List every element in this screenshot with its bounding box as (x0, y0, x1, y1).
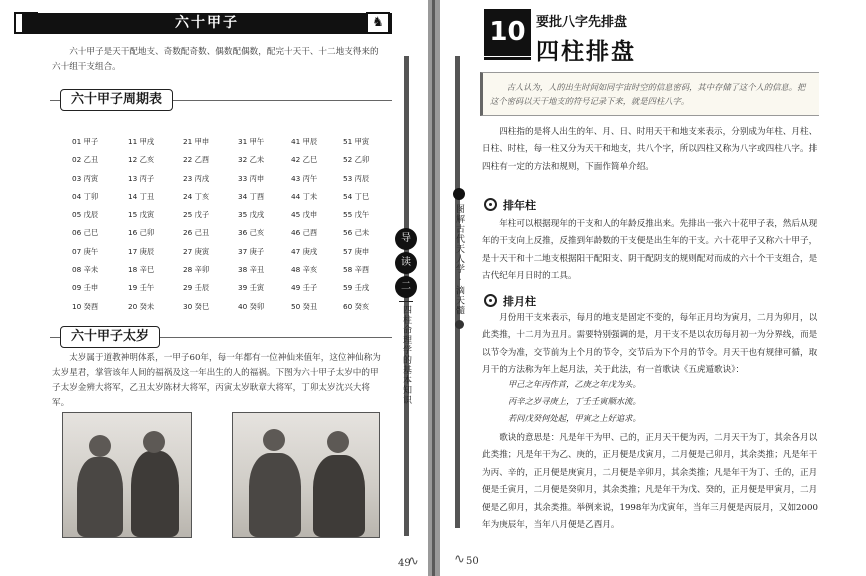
jiazi-cell: 46 己酉 (291, 228, 318, 238)
jiazi-cell: 06 己巳 (72, 228, 99, 238)
jiazi-cell: 57 庚申 (343, 246, 370, 256)
section-title: 六十甲子太岁 (60, 326, 160, 348)
jiazi-cell: 10 癸酉 (72, 301, 99, 311)
book-gutter (428, 0, 440, 576)
jiazi-cell: 22 乙酉 (183, 155, 210, 165)
jiazi-cell: 50 癸丑 (291, 301, 318, 311)
horse-emblem-icon: ♞ (366, 12, 390, 34)
intro-paragraph: 四柱指的是将人出生的年、月、日、时用天干和地支来表示，分别成为年柱、月柱、日柱、时柱，每一柱又分为天干和地支，共八个字，所以四柱又称为八字或四柱八字。排四柱有一定的方法和规则，下面作简单介绍。 (482, 127, 818, 172)
side-tab-circle: 读 (395, 252, 417, 274)
jiazi-cell: 45 戊申 (291, 210, 318, 220)
jiazi-column (128, 133, 180, 316)
jiazi-cell: 02 乙丑 (72, 155, 99, 165)
left-page (0, 0, 428, 576)
side-tab-label: 图解古代天人学 · 滴天髓 (454, 204, 464, 316)
side-tab-circle: 二 (395, 276, 417, 298)
jiazi-cell: 54 丁巳 (343, 191, 370, 201)
jiazi-column (291, 133, 343, 316)
jiazi-cell: 17 庚辰 (128, 246, 155, 256)
jiazi-cell: 18 辛巳 (128, 265, 155, 275)
flower-bullet-icon (484, 198, 497, 211)
jiazi-column (183, 133, 235, 316)
side-tab (394, 228, 418, 558)
side-tab-circle (455, 320, 464, 329)
section-heading: 排年柱 (484, 197, 536, 213)
jiazi-cell: 58 辛酉 (343, 265, 370, 275)
jiazi-cell: 15 戊寅 (128, 210, 155, 220)
swirl-ornament-icon: ∿ (408, 554, 419, 569)
jiazi-cell: 51 甲寅 (343, 137, 370, 146)
jiazi-cell: 52 乙卯 (343, 155, 370, 165)
taisui-paragraph: 太岁属于道教神明体系，一甲子60年，每一年都有一位神仙来值年，这位神仙称为太岁星君，掌管该年人间的福祸及这一年出生的人的福祸。下图为六十甲子太岁中的甲子太岁金辨大将军，乙丑太岁陈材大将军，丙寅太岁耿章大将军，丁卯太岁沈兴大将军。 (52, 353, 381, 408)
jiazi-cell: 14 丁丑 (128, 191, 155, 201)
jiazi-cell: 08 辛未 (72, 265, 99, 275)
taisui-illustration-1 (62, 412, 192, 538)
page-title: 六十甲子 (22, 13, 392, 34)
jiazi-cell: 24 丁亥 (183, 191, 210, 201)
jiazi-cell: 59 壬戌 (343, 283, 370, 293)
jiazi-cell: 40 癸卯 (238, 301, 265, 311)
explanation-paragraph: 歌诀的意思是：凡是年干为甲、己的，正月天干便为丙，二月天干为丁，其余各月以此类推；凡是年干为乙、庚的，正月便是戊寅月，二月便是己卯月，其余类推；凡是年干为丙、辛的，正月便是庚寅月，二月便是辛卯月，其余类推；凡是年干为丁、壬的，正月便是壬寅月，二月便是癸卯月，其余类推；凡是年干为戊、癸的，正月便是甲寅月，二月便是乙卯月，其余类推。举例来说，1998年为戊寅年，当年三月便是丙辰月，又如2000年为庚辰年，当年八月便是乙酉月。 (482, 433, 818, 531)
jiazi-cell: 28 辛卯 (183, 265, 210, 275)
jiazi-cell: 32 乙未 (238, 155, 265, 165)
jiazi-cell: 23 丙戌 (183, 173, 210, 183)
jiazi-cell: 19 壬午 (128, 283, 155, 293)
right-page (440, 0, 866, 576)
intro-paragraph: 六十甲子是天干配地支、奇数配奇数、偶数配偶数，配完十天干、十二地支得来的六十组干支组合。 (52, 47, 379, 72)
jiazi-cell: 48 辛亥 (291, 265, 318, 275)
taisui-illustration-2 (232, 412, 380, 538)
jiazi-cell: 56 己未 (343, 228, 370, 238)
jiazi-cell: 33 丙申 (238, 173, 265, 183)
jiazi-cell: 20 癸未 (128, 301, 155, 311)
flower-bullet-icon (484, 294, 497, 307)
jiazi-cell: 26 己丑 (183, 228, 210, 238)
section-paragraph: 年柱可以根据现年的干支和人的年龄反推出来。先排出一张六十花甲子表，然后从现年的干支向上反推，反推到年龄数的干支便是出生年的干支。六十花甲子又称六十甲子，是十天干和十二地支根据阳干配阳支、阴干配阴支的规则配对而成的六十个干支组合，是古代纪年月日时的工具。 (482, 219, 818, 282)
jiazi-cell: 11 甲戌 (128, 137, 155, 146)
jiazi-cell: 35 戊戌 (238, 210, 265, 220)
jiazi-cell: 27 庚寅 (183, 246, 210, 256)
jiazi-cell: 37 庚子 (238, 246, 265, 256)
jiazi-cell: 21 甲申 (183, 137, 210, 146)
chapter-kicker: 要批八字先排盘 (536, 15, 628, 30)
jiazi-cell: 42 乙巳 (291, 155, 318, 165)
jiazi-cell: 12 乙亥 (128, 155, 155, 165)
jiazi-cell: 36 己亥 (238, 228, 265, 238)
jiazi-cell: 34 丁酉 (238, 191, 265, 201)
jiazi-cell: 07 庚午 (72, 246, 99, 256)
verse-line: 若问戊癸何处起，甲寅之上好追求。 (508, 413, 641, 423)
swirl-ornament-icon: ∿ (454, 552, 465, 567)
jiazi-cell: 47 庚戌 (291, 246, 318, 256)
verse-line: 甲己之年丙作首，乙庚之年戊为头。 (508, 379, 641, 389)
side-tab (450, 188, 468, 328)
side-tab-label: 四柱命理学的基本知识 (401, 305, 411, 405)
jiazi-cell: 41 甲辰 (291, 137, 318, 146)
section-title: 六十甲子周期表 (60, 89, 173, 111)
yin-yang-icon (453, 188, 465, 200)
page-number: 49 (398, 558, 411, 569)
jiazi-cell: 05 戊辰 (72, 210, 99, 220)
jiazi-cell: 03 丙寅 (72, 173, 99, 183)
jiazi-cell: 39 壬寅 (238, 283, 265, 293)
jiazi-cell: 55 戊午 (343, 210, 370, 220)
jiazi-cell: 01 甲子 (72, 137, 99, 146)
jiazi-table (72, 133, 392, 311)
verse-line: 丙辛之岁寻庚上，丁壬壬寅顺水流。 (508, 396, 641, 406)
chapter-title: 四柱排盘 (536, 39, 636, 65)
jiazi-cell: 31 甲午 (238, 137, 265, 146)
jiazi-cell: 30 癸巳 (183, 301, 210, 311)
chapter-quote: 古人认为，人的出生时间如同宇宙时空的信息密码，其中存储了这个人的信息。把这个密码以天干地支的符号记录下来，就是四柱八字。 (490, 82, 806, 106)
jiazi-cell: 04 丁卯 (72, 191, 99, 201)
jiazi-cell: 16 己卯 (128, 228, 155, 238)
jiazi-cell: 38 辛丑 (238, 265, 265, 275)
page-number: 50 (466, 556, 479, 567)
chapter-number: 10 (484, 9, 531, 56)
jiazi-cell: 44 丁未 (291, 191, 318, 201)
jiazi-cell: 53 丙辰 (343, 173, 370, 183)
section-paragraph: 月份用干支来表示，每月的地支是固定不变的，每年正月均为寅月，二月为卯月，以此类推，十二月为丑月。需要特别强调的是，月干支不是以农历每月初一为分界线，而是以节令为准，交节前为上个月的节令，交节后为下个月的节令。月天干也有规律可循，取月干的方法称为年上起月法，关于此法，有一首歌诀《五虎遁歌诀》： (482, 313, 818, 376)
jiazi-column (343, 133, 395, 316)
jiazi-cell: 13 丙子 (128, 173, 155, 183)
jiazi-cell: 25 戊子 (183, 210, 210, 220)
side-tab-circle: 导 (395, 228, 417, 250)
section-heading: 排月柱 (484, 293, 536, 309)
jiazi-cell: 43 丙午 (291, 173, 318, 183)
jiazi-cell: 49 壬子 (291, 283, 318, 293)
jiazi-cell: 60 癸亥 (343, 301, 370, 311)
jiazi-column (72, 133, 124, 316)
jiazi-column (238, 133, 290, 316)
jiazi-cell: 09 壬申 (72, 283, 99, 293)
jiazi-cell: 29 壬辰 (183, 283, 210, 293)
